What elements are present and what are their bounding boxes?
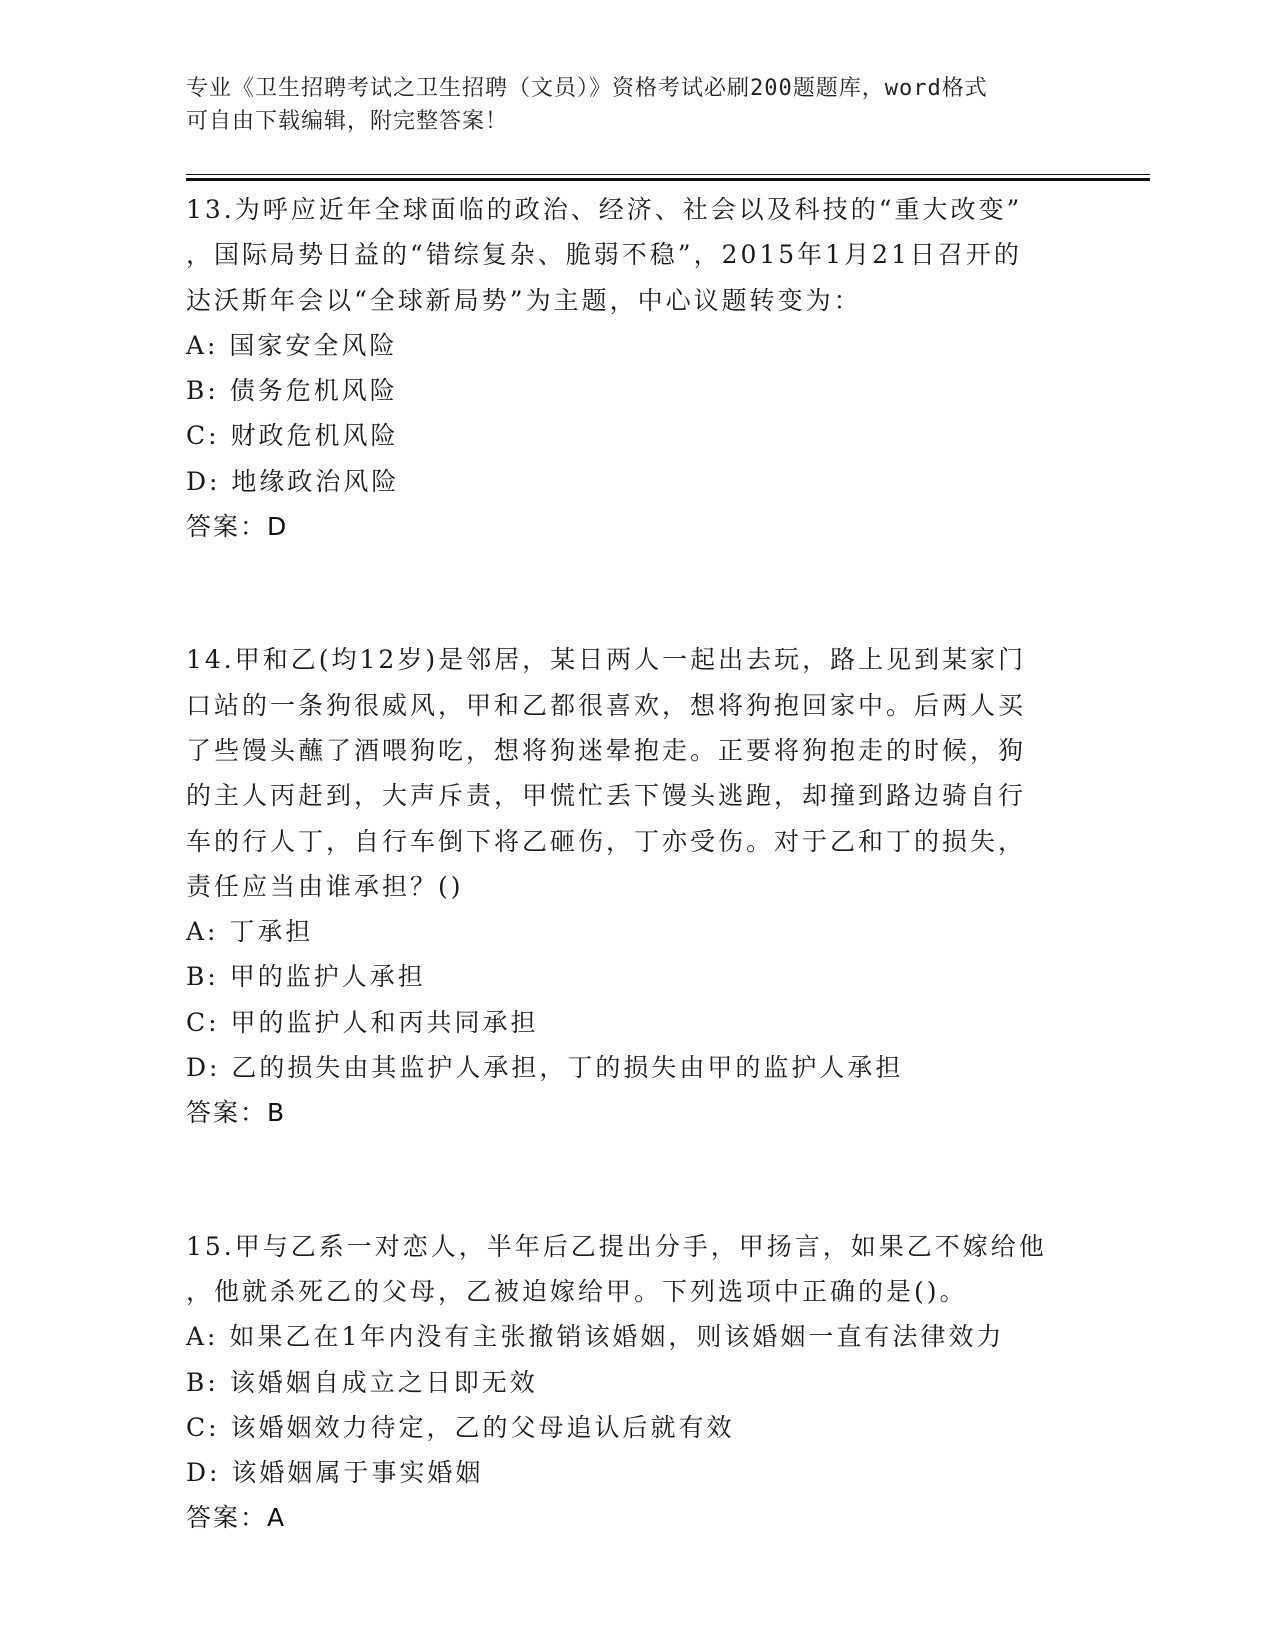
- header-line-2: 可自由下载编辑，附完整答案！: [186, 109, 509, 134]
- option-b: B: 该婚姻自成立之日即无效: [186, 1367, 538, 1397]
- question-text-line: 14.甲和乙(均12岁)是邻居，某日两人一起出去玩，路上见到某家门: [186, 645, 1027, 675]
- question-text-line: 责任应当由谁承担？(): [186, 871, 464, 901]
- option-c: C: 该婚姻效力待定，乙的父母追认后就有效: [186, 1412, 735, 1442]
- question-list: [186, 187, 1086, 1541]
- option-d: D: 该婚姻属于事实婚姻: [186, 1458, 484, 1488]
- option-a: A: 如果乙在1年内没有主张撤销该婚姻，则该婚姻一直有法律效力: [186, 1322, 1005, 1352]
- option-a: A: 丁承担: [186, 917, 314, 947]
- question-spacer: [186, 549, 1086, 637]
- answer-15: 答案：A: [186, 1503, 287, 1533]
- question-text-line: 车的行人丁，自行车倒下将乙砸伤，丁亦受伤。对于乙和丁的损失，: [186, 826, 1027, 856]
- document-header: [186, 72, 1086, 138]
- question-text-line: 口站的一条狗很威风，甲和乙都很喜欢，想将狗抱回家中。后两人买: [186, 690, 1027, 720]
- option-c: C: 甲的监护人和丙共同承担: [186, 1007, 539, 1037]
- option-d: D: 地缘政治风险: [186, 466, 400, 496]
- question-15-text: [186, 1224, 1086, 1315]
- option-a: A: 国家安全风险: [186, 330, 398, 360]
- question-text-line: 达沃斯年会以“全球新局势”为主题，中心议题转变为：: [186, 285, 862, 315]
- header-divider-thin: [186, 174, 1150, 175]
- question-14: [186, 637, 1086, 1135]
- option-b: B: 甲的监护人承担: [186, 962, 426, 992]
- header-line-1: 专业《卫生招聘考试之卫生招聘（文员）》资格考试必刷200题题库，word格式: [186, 76, 988, 101]
- question-text-line: ，国际局势日益的“错综复杂、脆弱不稳”，2015年1月21日召开的: [186, 240, 1022, 270]
- question-spacer: [186, 1136, 1086, 1224]
- question-text-line: 15.甲与乙系一对恋人，半年后乙提出分手，甲扬言，如果乙不嫁给他: [186, 1231, 1047, 1261]
- question-14-text: [186, 637, 1086, 909]
- header-divider-thick: [186, 178, 1150, 181]
- question-text-line: 了些馒头蘸了酒喂狗吃，想将狗迷晕抱走。正要将狗抱走的时候，狗: [186, 735, 1027, 765]
- question-13-text: [186, 187, 1086, 323]
- question-text-line: ，他就杀死乙的父母，乙被迫嫁给甲。下列选项中正确的是()。: [186, 1276, 968, 1306]
- question-15: [186, 1224, 1086, 1541]
- option-b: B: 债务危机风险: [186, 376, 398, 406]
- option-c: C: 财政危机风险: [186, 421, 399, 451]
- answer-14: 答案：B: [186, 1098, 287, 1128]
- question-text-line: 13.为呼应近年全球面临的政治、经济、社会以及科技的“重大改变”: [186, 195, 1023, 224]
- answer-13: 答案：D: [186, 512, 289, 542]
- question-text-line: 的主人丙赶到，大声斥责，甲慌忙丢下馒头逃跑，却撞到路边骑自行: [186, 781, 1027, 811]
- question-13: [186, 187, 1086, 549]
- option-d: D: 乙的损失由其监护人承担，丁的损失由甲的监护人承担: [186, 1053, 904, 1083]
